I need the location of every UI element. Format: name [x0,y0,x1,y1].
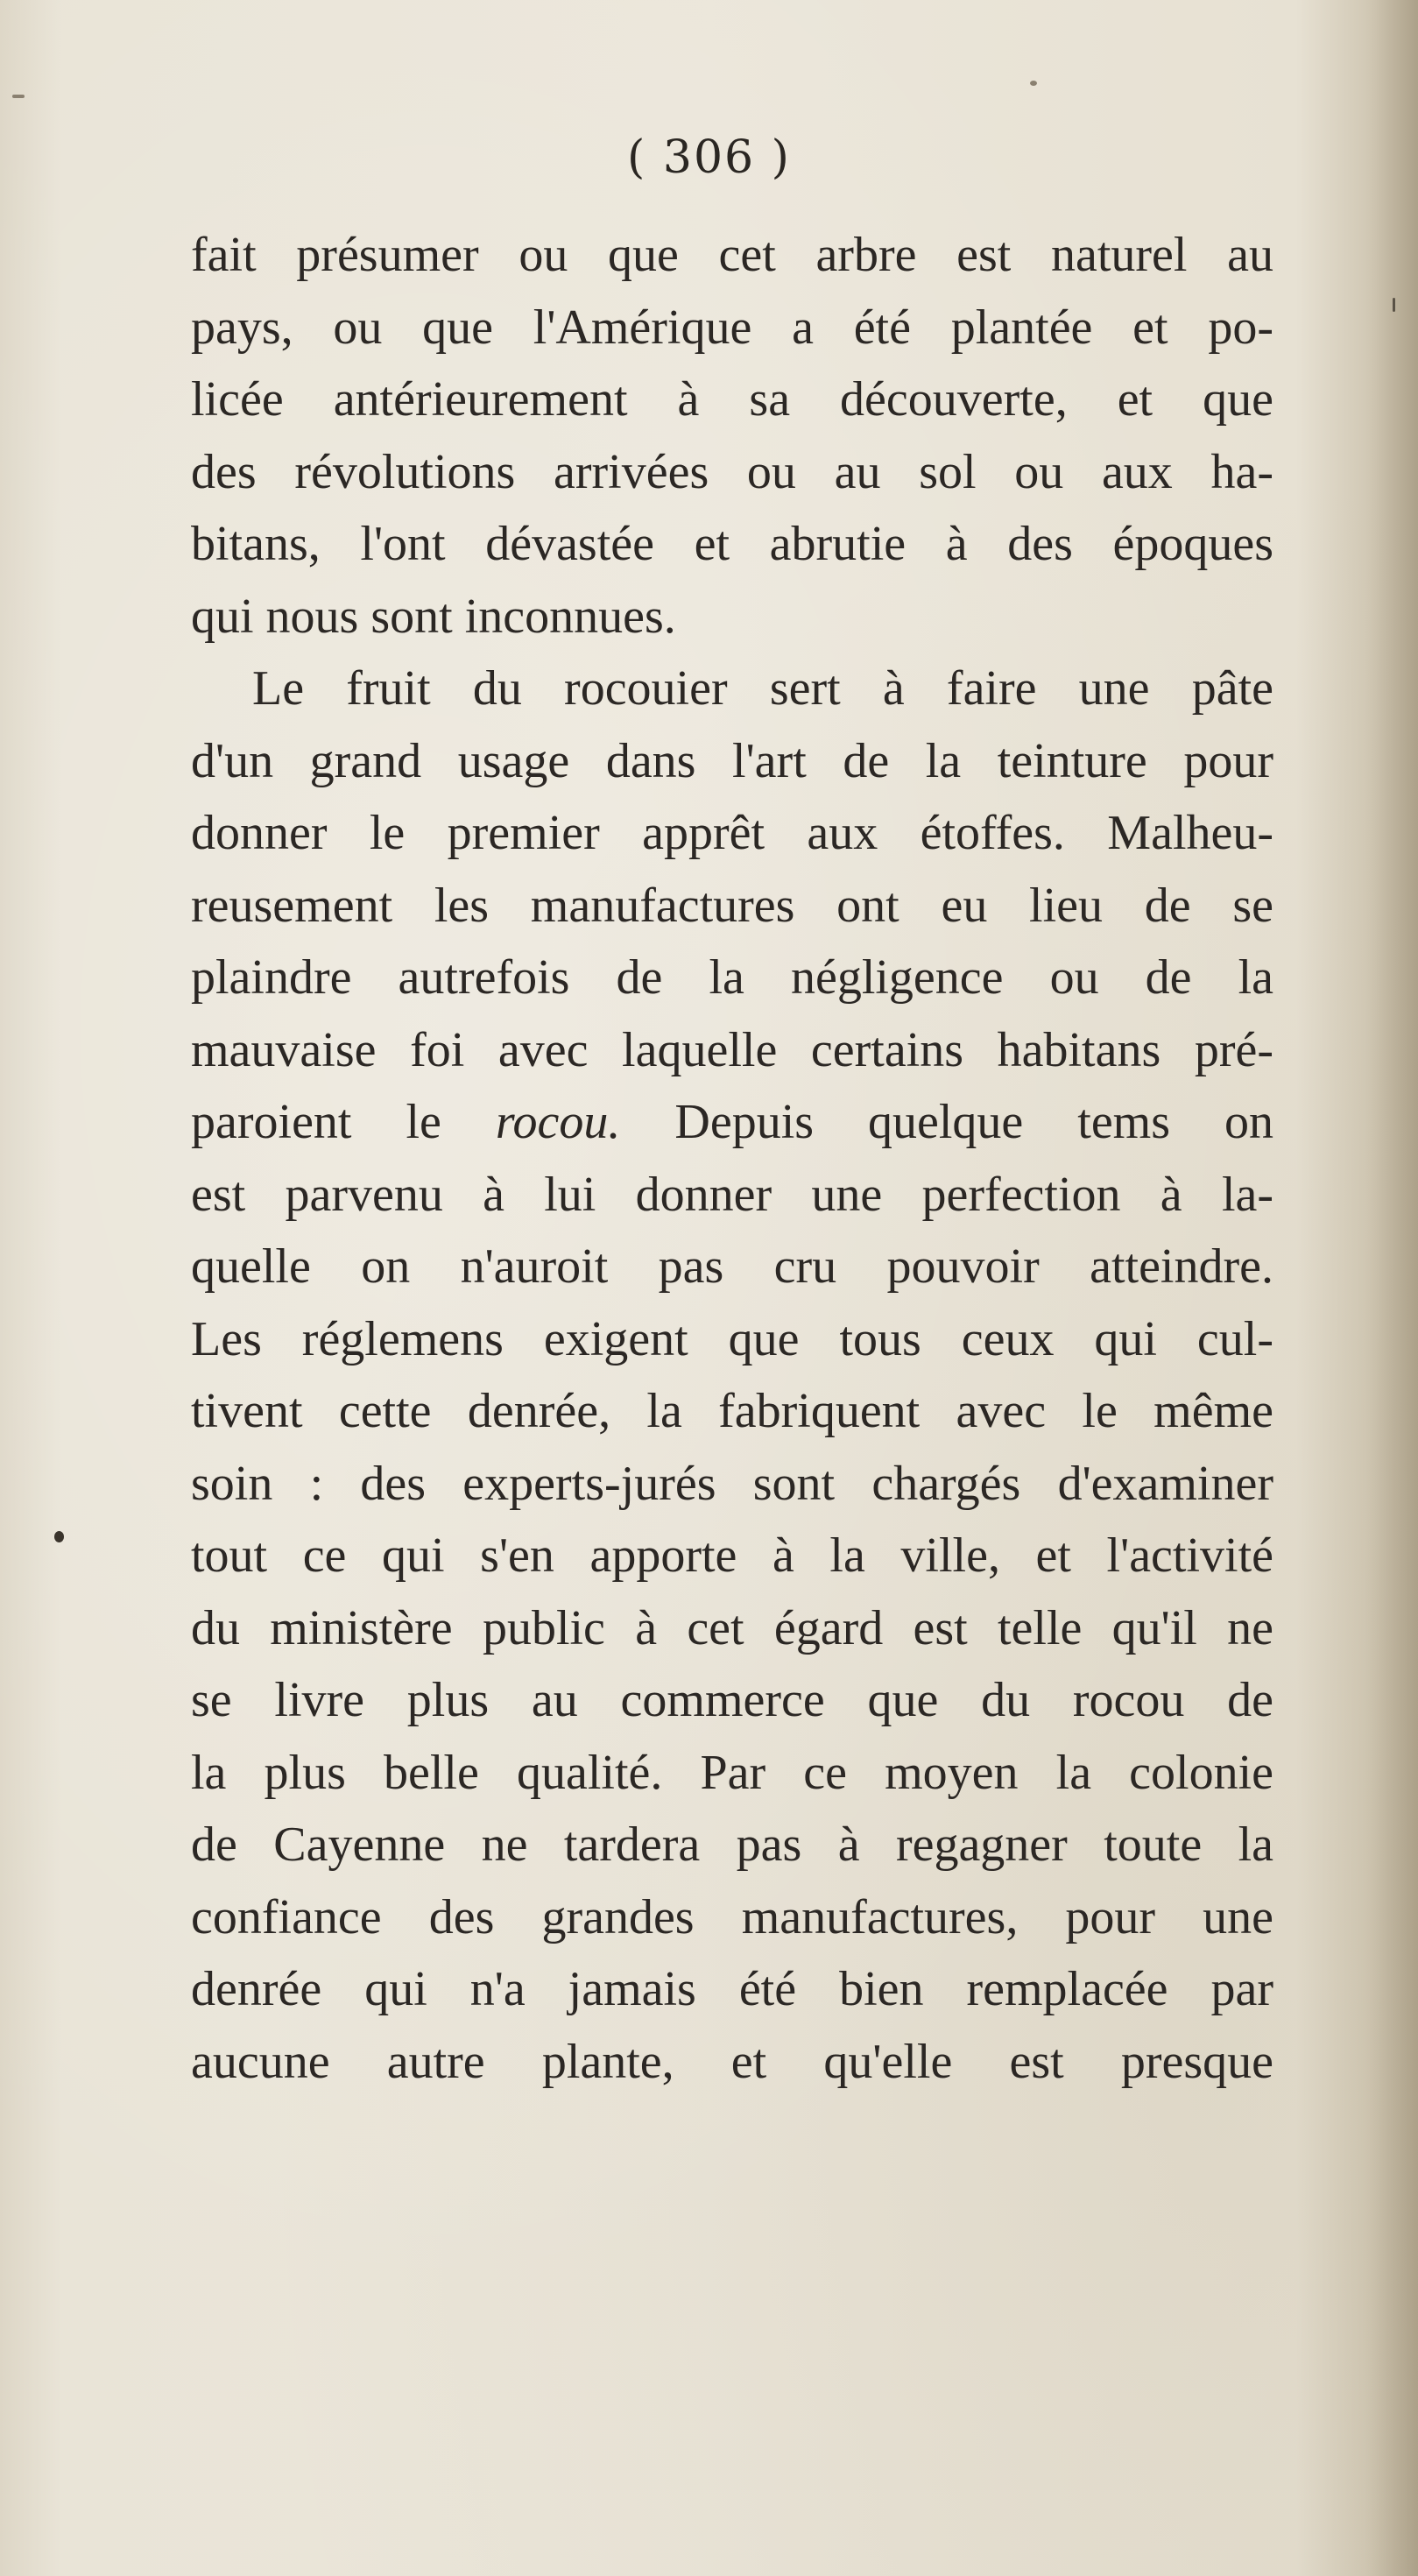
ink-speck [1030,81,1037,86]
text-line: plaindre autrefois de la négligence ou de la [191,950,1273,1005]
text-line: licée antérieurement à sa découverte, et que [191,372,1273,427]
paragraph-end-line: qui nous sont inconnues. [191,589,676,644]
text-line: la plus belle qualité. Par ce moyen la colonie [191,1745,1273,1800]
text-line: des révolutions arrivées ou au sol ou aux ha- [191,444,1273,499]
text-line: fait présumer ou que cet arbre est naturel au [191,228,1273,282]
text-line: quelle on n'auroit pas cru pouvoir atteindre. [191,1239,1273,1294]
paragraph-start-line: Le fruit du rocouier sert à faire une pâte [252,661,1273,716]
text-line: de Cayenne ne tardera pas à regagner toute la [191,1817,1273,1872]
text-line: donner le premier apprêt aux étoffes. Malheu- [191,806,1273,860]
ink-speck [1393,298,1395,312]
text-line: est parvenu à lui donner une perfection à la- [191,1167,1273,1222]
text-line: se livre plus au commerce que du rocou de [191,1673,1273,1727]
text-line: pays, ou que l'Amérique a été plantée et po- [191,300,1273,355]
body-text [191,219,1273,2098]
text-line: denrée qui n'a jamais été bien remplacée par [191,1962,1273,2016]
text-line: mauvaise foi avec laquelle certains habitans pré- [191,1022,1273,1077]
text-segment: Depuis quelque tems on [620,1095,1274,1149]
text-line: confiance des grandes manufactures, pour une [191,1889,1273,1944]
text-line: reusement les manufactures ont eu lieu de se [191,878,1273,933]
text-segment: paroient le [191,1095,496,1149]
text-line: Les réglemens exigent que tous ceux qui cul- [191,1311,1273,1366]
text-line: tivent cette denrée, la fabriquent avec le même [191,1384,1273,1438]
italic-term-rocou: rocou. [495,1095,621,1149]
text-line: aucune autre plante, et qu'elle est presque [191,2034,1273,2089]
text-line-with-italic [191,1086,1273,1159]
ink-speck [54,1531,64,1542]
page-edge-shadow [1365,0,1418,2576]
text-line: soin : des experts-jurés sont chargés d'examiner [191,1456,1273,1511]
text-line: d'un grand usage dans l'art de la teinture pour [191,733,1273,788]
text-line: tout ce qui s'en apporte à la ville, et l'activité [191,1528,1273,1583]
ink-speck [12,95,25,98]
text-line: bitans, l'ont dévastée et abrutie à des époques [191,517,1273,571]
page-number-header: ( 306 ) [627,131,791,184]
text-line: du ministère public à cet égard est telle qu'il ne [191,1600,1273,1655]
